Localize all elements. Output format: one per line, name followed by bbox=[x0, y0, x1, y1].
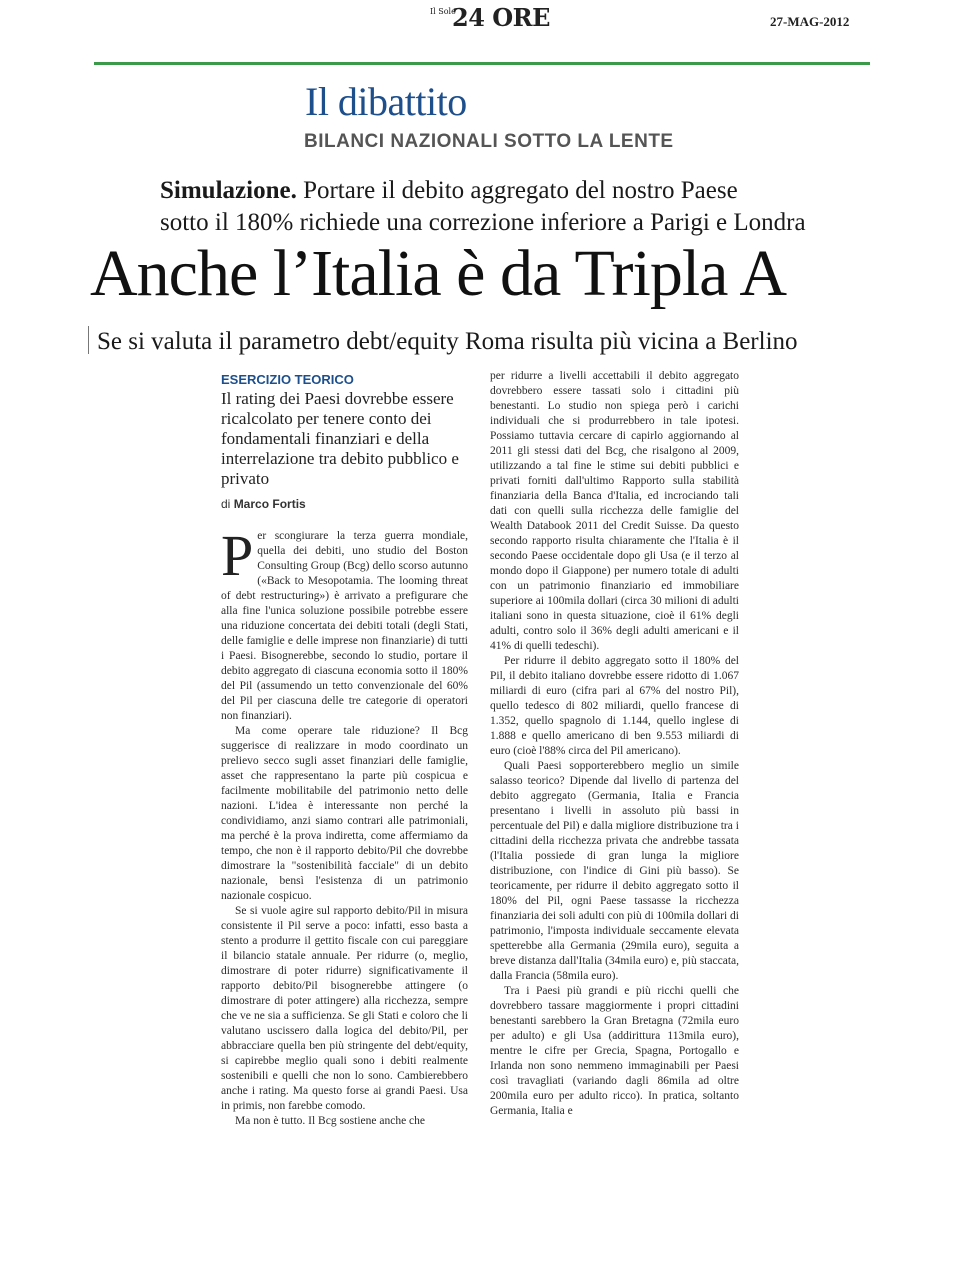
publication-date: 27-MAG-2012 bbox=[770, 14, 850, 29]
newspaper-logo-small: Il Sole bbox=[430, 7, 456, 16]
byline-prefix: di bbox=[221, 497, 234, 511]
newspaper-logo: 24 ORE bbox=[452, 3, 550, 32]
byline-author: Marco Fortis bbox=[233, 497, 306, 511]
paragraph-5: per ridurre a livelli accettabili il debito aggregato dovrebbero essere tassati solo i cittadini più benestanti. Lo studio non spiega però i carichi individuali che si produrrebbero in tale ipotesi. Possiamo tuttavia cercare di capirlo aggiornando al 2011 gli stessi dati del Bcg, che risalgono al 2009, utilizzando a tal fine le stime sui debiti pubblici e privati forniti dall'ultimo Rapporto sulla stabilità finanziaria della Banca d'Italia, ed incrociando tali dati con quelli sulla ricchezza delle famiglie del Wealth Databook 2011 del Credit Suisse. Da questo secondo rapporto risulta chiaramente che l'Italia è il secondo Paese occidentale dopo gli Usa (e il terzo al mondo dopo il Giappone) per numero totale di adulti con un patrimonio finanziario ed immobiliare superiore ai 100mila dollari (circa 30 milioni di adulti italiani sono in questa situazione, cioè il 61% degli adulti, contro solo il 36% degli adulti americani e il 41% di quelli tedeschi). bbox=[490, 370, 739, 652]
masthead bbox=[0, 3, 960, 36]
subhead-text: Se si valuta il parametro debt/equity Roma risulta più vicina a Berlino bbox=[97, 328, 798, 355]
paragraph-4: Ma non è tutto. Il Bcg sostiene anche che bbox=[235, 1115, 426, 1127]
subhead bbox=[88, 326, 798, 356]
subhead-rule bbox=[88, 326, 89, 354]
drop-cap: P bbox=[221, 523, 254, 588]
article-body-right bbox=[490, 369, 739, 1119]
deck bbox=[160, 175, 880, 239]
paragraph-1-text: er scongiurare la terza guerra mondiale, quella dei debiti, uno studio del Boston Consulting Group (Bcg) dello scorso autunno («Back to Mesopotamia. The looming threat of debt restructuring») è arrivato a prefigurare che alla fine l'unica soluzione possibile potrebbe essere una riduzione concertata dei debiti totali (degli Stati, delle famiglie e delle imprese non finanziarie) di tutti i Paesi. Bisognerebbe, secondo lo studio, portare il debito aggregato di ciascuna economia sotto il 180% del Pil (assumendo un tetto convenzionale del 60% del Pil per ciascuna delle tre categorie di operatori non finanziari). bbox=[221, 530, 468, 722]
byline bbox=[221, 497, 468, 511]
deck-lead: Simulazione. bbox=[160, 177, 297, 204]
article-column-right bbox=[490, 369, 739, 1119]
paragraph-3: Se si vuole agire sul rapporto debito/Pil in misura consistente il Pil serve a poco: infatti, esso basta a stento a produrre il gettito fiscale con cui pareggiare il bilancio statale annuale. Per ridurre (o, meglio, dimostrare di poter ridurre) significativamente il rapporto debito/Pil bisognerebbe attingere (o dimostrare di poter attingere) alla ricchezza, sempre che ve ne sia a sufficienza. Se gli Stati e coloro che li valutano uscissero dalla logica del debito/Pil, per abbracciare quella ben più stringente del debt/equity, si capirebbe meglio quali sono i debiti realmente sostenibili e quelli che non lo sono. Cambierebbero anche i rating. Ma questo forse ai grandi Paesi. Usa in primis, non farebbe comodo. bbox=[221, 905, 468, 1112]
paragraph-2: Ma come operare tale riduzione? Il Bcg suggerisce di realizzare in modo coordinato un prelievo secco sugli asset finanziari delle famiglie, asset che rappresentano la parte più cospicua e facilmente mobilitabile del patrimonio netto delle nazioni. L'idea è interessante non perché la condividiamo, anzi siamo contrari alle patrimoniali, ma perché è la prova indiretta, come affermiamo da tempo, che non è il rapporto debito/Pil che dovrebbe dimostrare la "sostenibilità facciale" di un debito nazionale, bensì l'esistenza di un patrimonio nazionale cospicuo. bbox=[221, 725, 468, 902]
article-body-left bbox=[221, 523, 468, 1129]
deck-line-1: Portare il debito aggregato del nostro Paese bbox=[296, 177, 738, 204]
abstract-label: ESERCIZIO TEORICO bbox=[221, 372, 354, 387]
section-divider bbox=[94, 62, 870, 65]
section-title: Il dibattito bbox=[305, 79, 467, 124]
article-column-left bbox=[221, 372, 468, 1129]
paragraph-8: Tra i Paesi più grandi e più ricchi quelli che dovrebbero tassare maggiormente i propri cittadini benestanti sarebbero la Gran Bretagna (72mila euro per adulto) e gli Usa (addirittura 113mila euro), mentre le cifre per Grecia, Spagna, Portogallo e Irlanda non sono nemmeno immaginabili per Paesi così travagliati (variando dagli 86mila ad oltre 200mila euro per adulto ricco). In pratica, soltanto Germania, Italia e bbox=[490, 985, 739, 1117]
section-kicker: BILANCI NAZIONALI SOTTO LA LENTE bbox=[304, 131, 674, 152]
paragraph-7: Quali Paesi sopporterebbero meglio un simile salasso teorico? Dipende dal livello di partenza del debito aggregato (Germania, Italia e Francia presentano i livelli in assoluto più bassi in percentuale del Pil) e dalla migliore distribuzione tra i cittadini della ricchezza privata che andrebbe tassata (l'Italia possiede di gran lunga la migliore distribuzione, con l'indice di Gini più basso). Se teoricamente, per ridurre il debito aggregato sotto il 180% del Pil, ogni Paese tassasse la ricchezza finanziaria dei soli adulti con più di 100mila dollari di patrimonio, l'imposta individuale seccamente elevata spetterebbe alla Germania (29mila euro), seguita a breve distanza dall'Italia (34mila euro) e, più staccata, dalla Francia (58mila euro). bbox=[490, 760, 739, 982]
headline: Anche l’Italia è da Tripla A bbox=[90, 237, 787, 310]
deck-line-2: sotto il 180% richiede una correzione inferiore a Parigi e Londra bbox=[160, 209, 806, 236]
paragraph-6: Per ridurre il debito aggregato sotto il 180% del Pil, il debito italiano dovrebbe essere ridotto di 1.067 miliardi di euro (cifra pari al 67% del nostro Pil), quello tedesco di 802 miliardi, quello francese di 1.352, quello spagnolo di 1.144, quello inglese di 1.888 e quello americano di ben 9.553 miliardi di euro (cioè l'88% circa del Pil americano). bbox=[490, 655, 739, 757]
abstract-text: Il rating dei Paesi dovrebbe essere ricalcolato per tenere conto dei fondamentali finanziari e della interrelazione tra debito pubblico e privato bbox=[221, 389, 459, 488]
paragraph-1 bbox=[221, 523, 468, 724]
